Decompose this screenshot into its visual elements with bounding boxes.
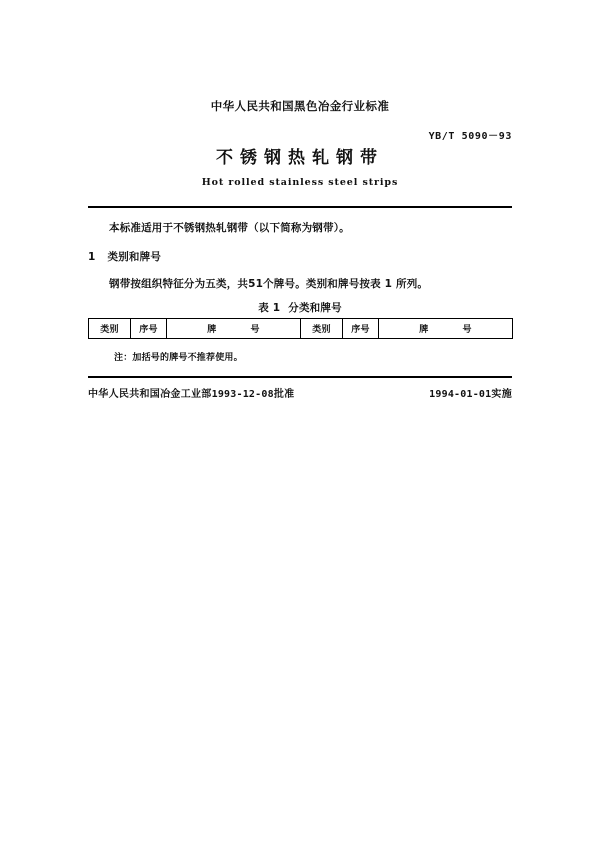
standard-organization-line: 中华人民共和国黑色冶金行业标准 xyxy=(210,99,390,113)
header-grade-right-char2: 号 xyxy=(462,324,472,335)
table-caption xyxy=(88,300,512,315)
header-grade-right xyxy=(379,318,513,338)
document-sheet xyxy=(88,100,512,400)
document-title-cn: 不锈钢热轧钢带 xyxy=(216,147,384,168)
clause-heading xyxy=(88,249,512,264)
footer-effective-suffix: 实施 xyxy=(491,388,512,400)
scope-paragraph: 本标准适用于不锈钢热轧钢带（以下简称为钢带）。 xyxy=(109,222,350,235)
header-serial-right: 序号 xyxy=(343,318,379,338)
footer-effective-date: 1994-01-01 xyxy=(429,388,492,400)
header-grade-left-char1: 牌 xyxy=(207,324,217,335)
table-caption-title: 分类和牌号 xyxy=(288,301,342,314)
standard-code: YB/T 5090－93 xyxy=(428,130,512,142)
document-title-en: Hot rolled stainless steel strips xyxy=(201,177,399,189)
footer-approval-date: 1993-12-08 xyxy=(211,388,274,400)
header-grade-left xyxy=(167,318,301,338)
header-serial-left: 序号 xyxy=(131,318,167,338)
header-category-right: 类别 xyxy=(301,318,343,338)
footer-approval xyxy=(88,385,294,400)
footer-approval-suffix: 批准 xyxy=(273,388,295,400)
header-divider xyxy=(88,206,512,208)
header-grade-left-char2: 号 xyxy=(250,324,260,335)
header-grade-right-char1: 牌 xyxy=(419,324,429,335)
table-note: 注：加括号的牌号不推荐使用。 xyxy=(114,352,243,363)
document-footer xyxy=(88,385,512,400)
clause-paragraph: 钢带按组织特征分为五类，共51个牌号。类别和牌号按表 1 所列。 xyxy=(109,277,429,290)
grades-table xyxy=(88,318,513,339)
table-caption-label: 表 1 xyxy=(258,301,281,314)
footer-issuer: 中华人民共和国冶金工业部 xyxy=(88,388,212,400)
table-head xyxy=(89,318,513,338)
clause-title: 类别和牌号 xyxy=(107,250,162,263)
footer-effective xyxy=(429,385,512,400)
header-category-left: 类别 xyxy=(89,318,131,338)
footer-divider xyxy=(88,376,512,378)
clause-number: 1 xyxy=(88,250,96,263)
table-header-row xyxy=(89,318,513,338)
